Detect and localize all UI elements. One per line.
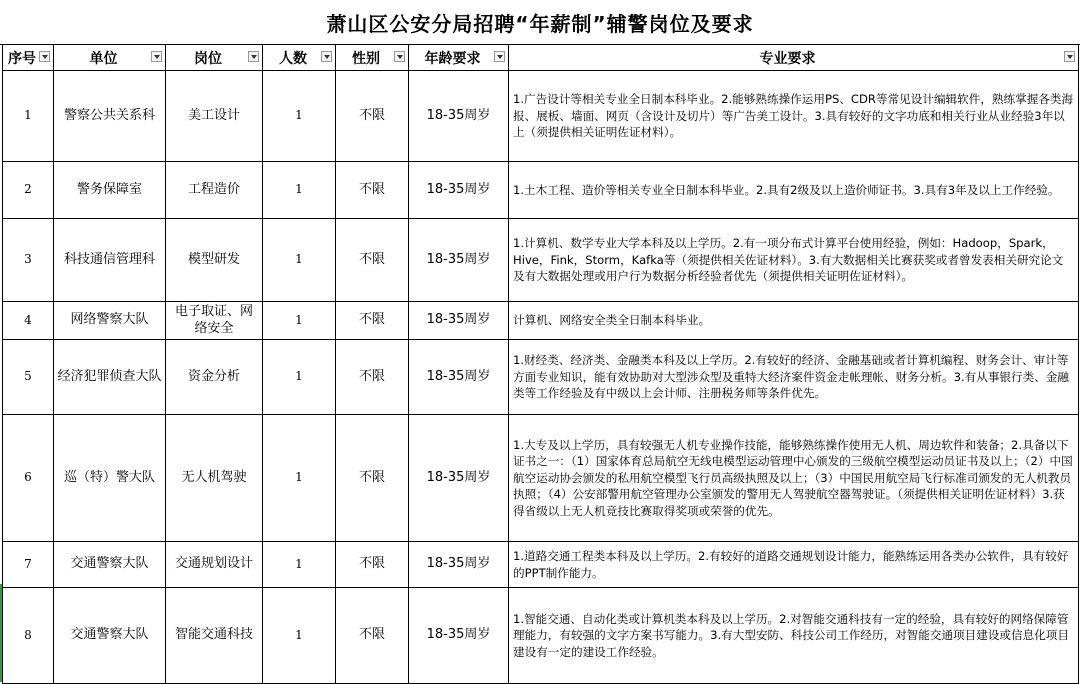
table-row: [3, 162, 1079, 219]
cell-count[interactable]: 1: [263, 415, 336, 542]
cell-post[interactable]: 工程造价: [166, 162, 263, 219]
cell-no[interactable]: 3: [3, 219, 54, 302]
header-req-label: 专业要求: [759, 50, 816, 67]
filter-dropdown-icon[interactable]: [151, 51, 162, 62]
cell-req[interactable]: 计算机、网络安全类全日制本科毕业。: [509, 302, 1079, 340]
cell-unit[interactable]: 巡（特）警大队: [54, 415, 166, 542]
cell-count[interactable]: 1: [263, 588, 336, 684]
table-row: [3, 588, 1079, 684]
cell-age[interactable]: 18-35周岁: [409, 71, 509, 162]
cell-count[interactable]: 1: [263, 71, 336, 162]
header-gender[interactable]: [336, 45, 409, 71]
cell-age[interactable]: 18-35周岁: [409, 542, 509, 588]
cell-post[interactable]: 交通规划设计: [166, 542, 263, 588]
cell-req[interactable]: 1.财经类、经济类、金融类本科及以上学历。2.有较好的经济、金融基础或者计算机编程、财务会计、审计等方面专业知识，能有效协助对大型涉众型及重特大经济案件资金走帐理帐、财务分析。3.有从事银行类、金融类等工作经验及有中级以上会计师、注册税务师等条件优先。: [509, 340, 1079, 415]
cell-unit[interactable]: 警务保障室: [54, 162, 166, 219]
cell-unit[interactable]: 交通警察大队: [54, 542, 166, 588]
header-row: [3, 45, 1079, 71]
job-table: [2, 44, 1079, 684]
filter-dropdown-icon[interactable]: [39, 51, 50, 62]
header-count-label: 人数: [279, 50, 307, 67]
cell-req[interactable]: 1.计算机、数学专业大学本科及以上学历。2.有一项分布式计算平台使用经验，例如：Hadoop，Spark，Hive，Fink，Storm，Kafka等（须提供相关佐证材料）。3.有大数据相关比赛获奖或者曾发表相关研究论文及有大数据处理或用户行为数据分析经验者优先（须提供相关证明佐证材料）。: [509, 219, 1079, 302]
cell-no[interactable]: 1: [3, 71, 54, 162]
cell-age[interactable]: 18-35周岁: [409, 162, 509, 219]
header-gender-label: 性别: [352, 50, 380, 67]
cell-post[interactable]: 模型研发: [166, 219, 263, 302]
cell-no[interactable]: 4: [3, 302, 54, 340]
filter-dropdown-icon[interactable]: [248, 51, 259, 62]
table-row: [3, 542, 1079, 588]
cell-gender[interactable]: 不限: [336, 340, 409, 415]
cell-gender[interactable]: 不限: [336, 219, 409, 302]
cell-req[interactable]: 1.广告设计等相关专业全日制本科毕业。2.能够熟练操作运用PS、CDR等常见设计编辑软件，熟练掌握各类海报、展板、墙面、网页（含设计及切片）等广告美工设计。3.具有较好的文字功底和相关行业从业经验3年以上（须提供相关证明佐证材料）。: [509, 71, 1079, 162]
cell-unit[interactable]: 网络警察大队: [54, 302, 166, 340]
filter-dropdown-icon[interactable]: [394, 51, 405, 62]
cell-gender[interactable]: 不限: [336, 588, 409, 684]
cell-count[interactable]: 1: [263, 542, 336, 588]
cell-post[interactable]: 资金分析: [166, 340, 263, 415]
table-row: [3, 71, 1079, 162]
cell-gender[interactable]: 不限: [336, 71, 409, 162]
header-age[interactable]: [409, 45, 509, 71]
header-unit[interactable]: [54, 45, 166, 71]
cell-age[interactable]: 18-35周岁: [409, 415, 509, 542]
header-req[interactable]: [509, 45, 1079, 71]
cell-post[interactable]: 电子取证、网络安全: [166, 302, 263, 340]
cell-req[interactable]: 1.大专及以上学历，具有较强无人机专业操作技能，能够熟练操作使用无人机、周边软件和装备；2.具备以下证书之一：（1）国家体育总局航空无线电模型运动管理中心颁发的三级航空模型运动员证书及以上；（2）中国航空运动协会颁发的私用航空模型飞行员高级执照及以上；（3）中国民用航空局飞行标准司颁发的无人机教员执照；（4）公安部警用航空管理办公室颁发的警用无人驾驶航空器驾驶证。（须提供相关证明佐证材料）3.获得省级以上无人机竞技比赛取得奖项或荣誉的优先。: [509, 415, 1079, 542]
cell-no[interactable]: 7: [3, 542, 54, 588]
cell-age[interactable]: 18-35周岁: [409, 340, 509, 415]
filter-dropdown-icon[interactable]: [1064, 51, 1075, 62]
cell-req[interactable]: 1.智能交通、自动化类或计算机类本科及以上学历。2.对智能交通科技有一定的经验，具有较好的网络保障管理能力，有较强的文字方案书写能力。3.有大型安防、科技公司工作经历，对智能交通项目建设或信息化项目建设有一定的建设工作经验。: [509, 588, 1079, 684]
filter-dropdown-icon[interactable]: [494, 51, 505, 62]
cell-no[interactable]: 6: [3, 415, 54, 542]
cell-post[interactable]: 智能交通科技: [166, 588, 263, 684]
sheet-title[interactable]: 萧山区公安分局招聘“年薪制”辅警岗位及要求: [0, 0, 1080, 45]
cell-gender[interactable]: 不限: [336, 162, 409, 219]
cell-unit[interactable]: 警察公共关系科: [54, 71, 166, 162]
cell-count[interactable]: 1: [263, 340, 336, 415]
cell-age[interactable]: 18-35周岁: [409, 219, 509, 302]
cell-gender[interactable]: 不限: [336, 302, 409, 340]
header-count[interactable]: [263, 45, 336, 71]
table-row: [3, 340, 1079, 415]
cell-unit[interactable]: 科技通信管理科: [54, 219, 166, 302]
cell-gender[interactable]: 不限: [336, 415, 409, 542]
cell-no[interactable]: 2: [3, 162, 54, 219]
header-post-label: 岗位: [194, 50, 222, 67]
cell-count[interactable]: 1: [263, 162, 336, 219]
cell-req[interactable]: 1.土木工程、造价等相关专业全日制本科毕业。2.具有2级及以上造价师证书。3.具有3年及以上工作经验。: [509, 162, 1079, 219]
filter-dropdown-icon[interactable]: [321, 51, 332, 62]
table-row: [3, 415, 1079, 542]
table-row: [3, 302, 1079, 340]
header-unit-label: 单位: [89, 50, 118, 67]
header-no-label: 序号: [8, 50, 36, 67]
cell-unit[interactable]: 经济犯罪侦查大队: [54, 340, 166, 415]
cell-count[interactable]: 1: [263, 302, 336, 340]
cell-no[interactable]: 8: [3, 588, 54, 684]
cell-post[interactable]: 美工设计: [166, 71, 263, 162]
cell-gender[interactable]: 不限: [336, 542, 409, 588]
cell-count[interactable]: 1: [263, 219, 336, 302]
header-no[interactable]: [3, 45, 54, 71]
cell-post[interactable]: 无人机驾驶: [166, 415, 263, 542]
cell-age[interactable]: 18-35周岁: [409, 302, 509, 340]
cell-age[interactable]: 18-35周岁: [409, 588, 509, 684]
header-post[interactable]: [166, 45, 263, 71]
selection-edge-marker: [0, 584, 2, 682]
table-row: [3, 219, 1079, 302]
cell-no[interactable]: 5: [3, 340, 54, 415]
cell-req[interactable]: 1.道路交通工程类本科及以上学历。2.有较好的道路交通规划设计能力，能熟练运用各类办公软件，具有较好的PPT制作能力。: [509, 542, 1079, 588]
header-age-label: 年龄要求: [424, 50, 481, 67]
cell-unit[interactable]: 交通警察大队: [54, 588, 166, 684]
